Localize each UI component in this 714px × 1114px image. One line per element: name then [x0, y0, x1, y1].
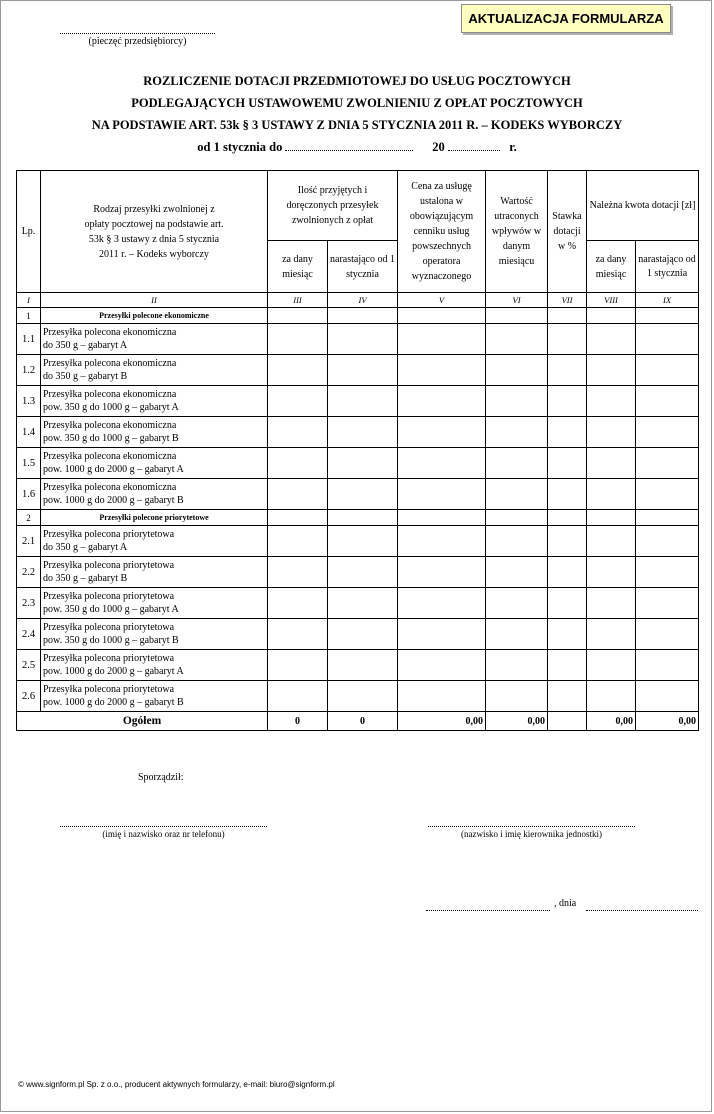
lost-revenue-input[interactable]	[486, 417, 548, 448]
due-cumulative-input[interactable]	[636, 526, 699, 557]
due-month-input[interactable]	[587, 557, 636, 588]
price-input[interactable]	[398, 526, 486, 557]
rate-input[interactable]	[548, 650, 587, 681]
row-kind-line1: Przesyłka polecona ekonomiczna	[43, 451, 177, 462]
section-cell	[268, 308, 328, 324]
row-lp: 2.2	[17, 557, 41, 588]
roman-cell: III	[268, 293, 328, 308]
section-cell	[268, 510, 328, 526]
section-cell	[587, 510, 636, 526]
due-cumulative-input[interactable]	[636, 324, 699, 355]
row-kind-line2: pow. 350 g do 1000 g – gabaryt B	[43, 433, 179, 444]
price-input[interactable]	[398, 588, 486, 619]
period-year-field[interactable]	[448, 139, 500, 151]
row-kind-line2: pow. 1000 g do 2000 g – gabaryt A	[43, 666, 184, 677]
qty-month-input[interactable]	[268, 588, 328, 619]
row-lp: 2.4	[17, 619, 41, 650]
row-kind-line2: pow. 1000 g do 2000 g – gabaryt B	[43, 495, 184, 506]
qty-month-input[interactable]	[268, 526, 328, 557]
row-lp: 1.2	[17, 355, 41, 386]
roman-cell: IX	[636, 293, 699, 308]
row-kind-line1: Przesyłka polecona priorytetowa	[43, 560, 175, 571]
header-kind: Rodzaj przesyłki zwolnionej z opłaty pocztowej na podstawie art. 53k § 3 ustawy z dnia 5 stycznia 2011 r. – Kodeks wyborczy	[41, 171, 268, 293]
stamp-line	[60, 33, 215, 34]
table-row	[17, 324, 699, 355]
due-cumulative-input[interactable]	[636, 355, 699, 386]
period-month-field[interactable]	[285, 139, 413, 151]
qty-cumulative-input[interactable]	[328, 386, 398, 417]
lost-revenue-input[interactable]	[486, 386, 548, 417]
stamp-label: (pieczęć przedsiębiorcy)	[88, 36, 187, 47]
section-cell	[587, 308, 636, 324]
row-kind-line1: Przesyłka polecona ekonomiczna	[43, 482, 177, 493]
qty-cumulative-input[interactable]	[328, 588, 398, 619]
footer-copyright: © www.signform.pl Sp. z o.o., producent aktywnych formularzy, e-mail: biuro@signform.pl	[18, 1080, 335, 1089]
section-cell	[328, 510, 398, 526]
header-due-cumulative: narastająco od 1 stycznia	[636, 241, 699, 293]
table-row	[17, 588, 699, 619]
qty-month-input[interactable]	[268, 417, 328, 448]
qty-cumulative-input[interactable]	[328, 479, 398, 510]
row-lp: 1.4	[17, 417, 41, 448]
qty-month-input[interactable]	[268, 324, 328, 355]
prepared-by-label: Sporządził:	[138, 772, 184, 783]
row-lp: 1.6	[17, 479, 41, 510]
lost-revenue-input[interactable]	[486, 588, 548, 619]
row-kind-line2: pow. 350 g do 1000 g – gabaryt A	[43, 604, 179, 615]
row-kind-line1: Przesyłka polecona ekonomiczna	[43, 389, 177, 400]
row-kind	[41, 417, 268, 448]
roman-cell: VI	[486, 293, 548, 308]
table-row	[17, 355, 699, 386]
roman-cell: VIII	[587, 293, 636, 308]
price-input[interactable]	[398, 386, 486, 417]
update-form-button[interactable]: AKTUALIZACJA FORMULARZA	[461, 4, 671, 33]
header-qty-cumulative: narastająco od 1 stycznia	[328, 241, 398, 293]
due-month-input[interactable]	[587, 650, 636, 681]
table-row	[17, 557, 699, 588]
date-label: , dnia	[554, 898, 577, 909]
row-kind-line2: do 350 g – gabaryt B	[43, 371, 128, 382]
row-kind-line2: pow. 1000 g do 2000 g – gabaryt B	[43, 697, 184, 708]
rate-input[interactable]	[548, 588, 587, 619]
prepared-by-caption: (imię i nazwisko oraz nr telefonu)	[102, 829, 225, 839]
roman-cell: IV	[328, 293, 398, 308]
section-cell	[548, 510, 587, 526]
section-cell	[636, 308, 699, 324]
due-cumulative-input[interactable]	[636, 588, 699, 619]
manager-caption: (nazwisko i imię kierownika jednostki)	[461, 829, 602, 839]
due-cumulative-input[interactable]	[636, 448, 699, 479]
lost-revenue-input[interactable]	[486, 681, 548, 712]
total-due-month: 0,00	[587, 712, 636, 731]
qty-cumulative-input[interactable]	[328, 526, 398, 557]
rate-input[interactable]	[548, 681, 587, 712]
roman-cell: I	[17, 293, 41, 308]
qty-month-input[interactable]	[268, 448, 328, 479]
qty-month-input[interactable]	[268, 681, 328, 712]
row-lp: 2.6	[17, 681, 41, 712]
table-row	[17, 386, 699, 417]
section-cell	[398, 510, 486, 526]
qty-cumulative-input[interactable]	[328, 448, 398, 479]
price-input[interactable]	[398, 650, 486, 681]
row-lp: 2.3	[17, 588, 41, 619]
rate-input[interactable]	[548, 619, 587, 650]
table-row	[17, 448, 699, 479]
due-month-input[interactable]	[587, 681, 636, 712]
price-input[interactable]	[398, 681, 486, 712]
manager-signature-line[interactable]	[428, 826, 635, 827]
section-cell	[486, 510, 548, 526]
price-input[interactable]	[398, 479, 486, 510]
header-due-month: za dany miesiąc	[587, 241, 636, 293]
rate-input[interactable]	[548, 526, 587, 557]
price-input[interactable]	[398, 557, 486, 588]
row-lp: 2.5	[17, 650, 41, 681]
due-month-input[interactable]	[587, 588, 636, 619]
row-kind-line2: pow. 1000 g do 2000 g – gabaryt A	[43, 464, 184, 475]
row-kind-line2: pow. 350 g do 1000 g – gabaryt A	[43, 402, 179, 413]
section-lp: 2	[17, 510, 41, 526]
period-year-suffix: r.	[509, 140, 517, 154]
row-kind-line1: Przesyłka polecona priorytetowa	[43, 529, 175, 540]
section-cell	[398, 308, 486, 324]
lost-revenue-input[interactable]	[486, 619, 548, 650]
due-month-input[interactable]	[587, 479, 636, 510]
table-row	[17, 417, 699, 448]
due-month-input[interactable]	[587, 386, 636, 417]
row-kind	[41, 355, 268, 386]
total-row	[17, 712, 699, 731]
due-month-input[interactable]	[587, 324, 636, 355]
price-input[interactable]	[398, 417, 486, 448]
row-kind	[41, 619, 268, 650]
row-kind	[41, 557, 268, 588]
row-kind-line1: Przesyłka polecona priorytetowa	[43, 622, 175, 633]
table-row	[17, 479, 699, 510]
prepared-by-signature-line[interactable]	[60, 826, 267, 827]
row-kind-line1: Przesyłka polecona priorytetowa	[43, 591, 175, 602]
qty-cumulative-input[interactable]	[328, 650, 398, 681]
section-label: Przesyłki polecone ekonomiczne	[41, 308, 268, 324]
qty-month-input[interactable]	[268, 355, 328, 386]
header-rate: Stawka dotacji w %	[548, 171, 587, 293]
qty-cumulative-input[interactable]	[328, 619, 398, 650]
qty-month-input[interactable]	[268, 386, 328, 417]
qty-month-input[interactable]	[268, 479, 328, 510]
row-kind-line2: do 350 g – gabaryt A	[43, 340, 128, 351]
lost-revenue-input[interactable]	[486, 650, 548, 681]
due-cumulative-input[interactable]	[636, 619, 699, 650]
row-lp: 1.1	[17, 324, 41, 355]
row-kind-line2: do 350 g – gabaryt B	[43, 573, 128, 584]
qty-month-input[interactable]	[268, 557, 328, 588]
section-cell	[486, 308, 548, 324]
table-row	[17, 619, 699, 650]
table-row	[17, 681, 699, 712]
total-qty-month: 0	[268, 712, 328, 731]
header-lost-revenue: Wartość utraconych wpływów w danym miesiącu	[486, 171, 548, 293]
section-cell	[548, 308, 587, 324]
total-price: 0,00	[398, 712, 486, 731]
total-due-cumulative: 0,00	[636, 712, 699, 731]
row-kind-line2: pow. 350 g do 1000 g – gabaryt B	[43, 635, 179, 646]
due-cumulative-input[interactable]	[636, 681, 699, 712]
section-row	[17, 308, 699, 324]
lost-revenue-input[interactable]	[486, 479, 548, 510]
lost-revenue-input[interactable]	[486, 355, 548, 386]
due-month-input[interactable]	[587, 619, 636, 650]
row-kind-line1: Przesyłka polecona ekonomiczna	[43, 358, 177, 369]
rate-input[interactable]	[548, 386, 587, 417]
price-input[interactable]	[398, 448, 486, 479]
due-month-input[interactable]	[587, 526, 636, 557]
period-year-prefix: 20	[432, 140, 445, 154]
period-from-label: od 1 stycznia do	[197, 140, 283, 154]
qty-cumulative-input[interactable]	[328, 417, 398, 448]
row-lp: 1.5	[17, 448, 41, 479]
row-kind	[41, 479, 268, 510]
price-input[interactable]	[398, 355, 486, 386]
title-line-3: NA PODSTAWIE ART. 53k § 3 USTAWY Z DNIA 5 STYCZNIA 2011 R. – KODEKS WYBORCZY	[91, 118, 623, 132]
title-line-2: PODLEGAJĄCYCH USTAWOWEMU ZWOLNIENIU Z OPŁAT POCZTOWYCH	[131, 96, 583, 110]
row-kind	[41, 588, 268, 619]
total-label: Ogółem	[17, 712, 268, 731]
rate-input[interactable]	[548, 324, 587, 355]
header-lp: Lp.	[17, 171, 41, 293]
qty-cumulative-input[interactable]	[328, 681, 398, 712]
section-cell	[328, 308, 398, 324]
section-cell	[636, 510, 699, 526]
row-kind	[41, 650, 268, 681]
header-due: Należna kwota dotacji [zł]	[587, 171, 699, 241]
header-qty-month: za dany miesiąc	[268, 241, 328, 293]
row-kind-line1: Przesyłka polecona ekonomiczna	[43, 327, 177, 338]
roman-cell: V	[398, 293, 486, 308]
subsidy-table	[16, 170, 699, 731]
qty-cumulative-input[interactable]	[328, 324, 398, 355]
due-month-input[interactable]	[587, 355, 636, 386]
row-lp: 1.3	[17, 386, 41, 417]
due-cumulative-input[interactable]	[636, 557, 699, 588]
header-price: Cena za usługę ustalona w obowiązującym cenniku usług powszechnych operatora wyznaczonego	[398, 171, 486, 293]
total-lost-revenue: 0,00	[486, 712, 548, 731]
row-kind	[41, 448, 268, 479]
lost-revenue-input[interactable]	[486, 448, 548, 479]
row-kind	[41, 386, 268, 417]
period-line	[0, 139, 714, 155]
due-cumulative-input[interactable]	[636, 650, 699, 681]
section-lp: 1	[17, 308, 41, 324]
total-rate	[548, 712, 587, 731]
due-cumulative-input[interactable]	[636, 479, 699, 510]
qty-cumulative-input[interactable]	[328, 557, 398, 588]
date-field[interactable]	[586, 910, 698, 911]
row-kind-line2: do 350 g – gabaryt A	[43, 542, 128, 553]
rate-input[interactable]	[548, 448, 587, 479]
due-cumulative-input[interactable]	[636, 417, 699, 448]
row-kind	[41, 324, 268, 355]
rate-input[interactable]	[548, 355, 587, 386]
table-row	[17, 650, 699, 681]
total-qty-cumulative: 0	[328, 712, 398, 731]
roman-cell: VII	[548, 293, 587, 308]
due-month-input[interactable]	[587, 448, 636, 479]
row-kind-line1: Przesyłka polecona ekonomiczna	[43, 420, 177, 431]
row-lp: 2.1	[17, 526, 41, 557]
qty-month-input[interactable]	[268, 619, 328, 650]
qty-month-input[interactable]	[268, 650, 328, 681]
lost-revenue-input[interactable]	[486, 324, 548, 355]
row-kind	[41, 526, 268, 557]
section-label: Przesyłki polecone priorytetowe	[41, 510, 268, 526]
rate-input[interactable]	[548, 479, 587, 510]
title-line-1: ROZLICZENIE DOTACJI PRZEDMIOTOWEJ DO USŁUG POCZTOWYCH	[143, 74, 571, 88]
due-cumulative-input[interactable]	[636, 386, 699, 417]
header-quantity: Ilość przyjętych i doręczonych przesyłek zwolnionych z opłat	[268, 171, 398, 241]
table-row	[17, 526, 699, 557]
rate-input[interactable]	[548, 557, 587, 588]
qty-cumulative-input[interactable]	[328, 355, 398, 386]
place-field[interactable]	[426, 910, 550, 911]
row-kind	[41, 681, 268, 712]
roman-header-row	[17, 293, 699, 308]
rate-input[interactable]	[548, 417, 587, 448]
lost-revenue-input[interactable]	[486, 557, 548, 588]
section-row	[17, 510, 699, 526]
price-input[interactable]	[398, 324, 486, 355]
row-kind-line1: Przesyłka polecona priorytetowa	[43, 684, 175, 695]
lost-revenue-input[interactable]	[486, 526, 548, 557]
price-input[interactable]	[398, 619, 486, 650]
roman-cell: II	[41, 293, 268, 308]
due-month-input[interactable]	[587, 417, 636, 448]
row-kind-line1: Przesyłka polecona priorytetowa	[43, 653, 175, 664]
